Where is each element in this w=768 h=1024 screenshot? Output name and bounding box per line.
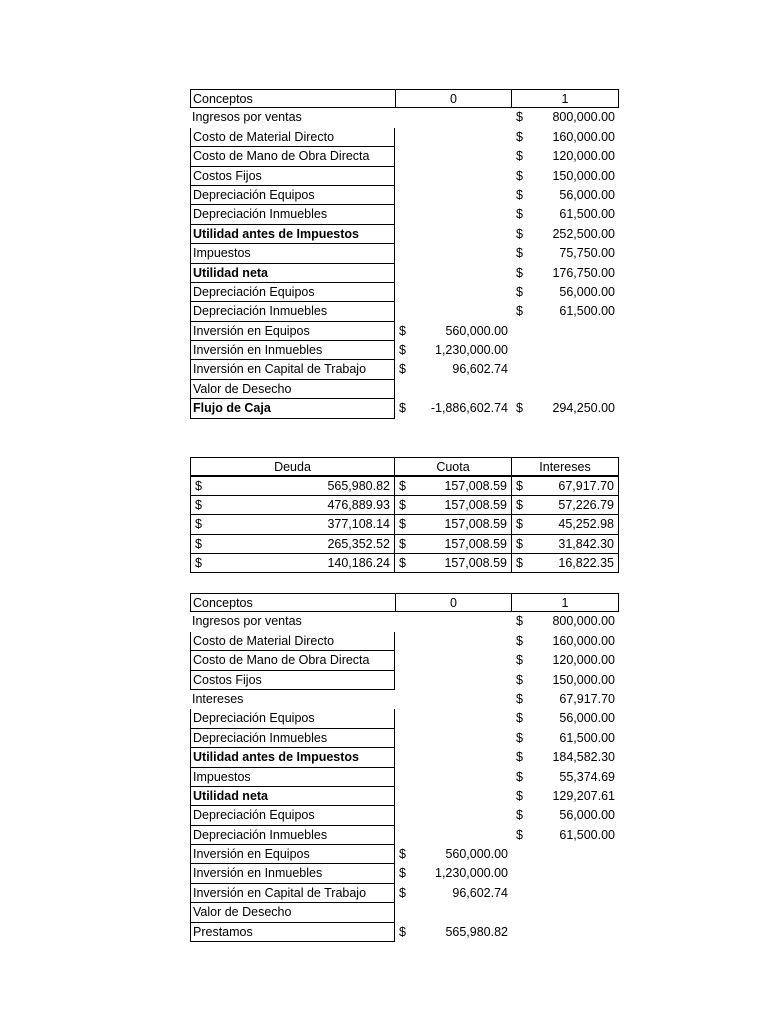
row-label: Depreciación Inmuebles — [190, 729, 395, 748]
currency-symbol: $ — [516, 691, 523, 706]
period-1-value: 800,000.00 — [552, 614, 615, 629]
period-1-cell — [512, 826, 619, 845]
period-1-value: 176,750.00 — [552, 265, 615, 280]
table-row — [190, 535, 619, 554]
table-row — [190, 864, 619, 883]
currency-symbol: $ — [516, 110, 523, 125]
financed-cash-flow-table — [190, 593, 619, 942]
table-row — [190, 108, 619, 127]
currency-symbol: $ — [516, 750, 523, 765]
row-label: Utilidad neta — [190, 264, 395, 283]
table-row — [190, 651, 619, 670]
row-label: Ingresos por ventas — [192, 110, 302, 125]
table-row — [190, 360, 619, 379]
period-1-cell — [512, 787, 619, 806]
period-0-cell — [395, 147, 512, 166]
period-0-cell — [395, 360, 512, 379]
period-1-cell — [512, 186, 619, 205]
period-0-value: 1,230,000.00 — [435, 343, 508, 358]
period-1-value: 160,000.00 — [552, 633, 615, 648]
period-0-cell — [395, 205, 512, 224]
intereses-cell — [512, 554, 619, 573]
period-1-cell — [512, 341, 619, 360]
period-0-cell — [395, 244, 512, 263]
row-label: Inversión en Inmuebles — [190, 341, 395, 360]
table-row — [190, 476, 619, 495]
currency-symbol: $ — [516, 479, 523, 494]
table-row — [190, 768, 619, 787]
table-row — [190, 341, 619, 360]
currency-symbol: $ — [195, 497, 202, 512]
period-1-value: 56,000.00 — [559, 284, 615, 299]
currency-symbol: $ — [516, 711, 523, 726]
currency-symbol: $ — [399, 362, 406, 377]
period-0-cell — [395, 108, 512, 127]
period-0-cell — [395, 884, 512, 903]
row-label: Valor de Desecho — [190, 903, 395, 922]
intereses-value: 16,822.35 — [558, 555, 614, 570]
intereses-value: 67,917.70 — [558, 479, 614, 494]
header-period-1: 1 — [512, 89, 619, 108]
table-row — [190, 787, 619, 806]
deuda-value: 377,108.14 — [327, 517, 390, 532]
period-1-value: 150,000.00 — [552, 168, 615, 183]
table-row — [190, 884, 619, 903]
period-1-value: 56,000.00 — [559, 187, 615, 202]
cuota-cell — [395, 476, 512, 495]
cuota-cell — [395, 535, 512, 554]
currency-symbol: $ — [399, 866, 406, 881]
period-0-value: 96,602.74 — [452, 885, 508, 900]
period-1-cell — [512, 244, 619, 263]
currency-symbol: $ — [516, 633, 523, 648]
deuda-cell — [190, 554, 395, 573]
table-row — [190, 748, 619, 767]
currency-symbol: $ — [516, 246, 523, 261]
cuota-value: 157,008.59 — [444, 517, 507, 532]
currency-symbol: $ — [516, 769, 523, 784]
period-0-cell — [395, 283, 512, 302]
period-1-cell — [512, 108, 619, 127]
deuda-value: 265,352.52 — [327, 536, 390, 551]
table-row — [190, 806, 619, 825]
currency-symbol: $ — [516, 129, 523, 144]
table-row — [190, 264, 619, 283]
period-1-cell — [512, 845, 619, 864]
row-label: Costo de Material Directo — [190, 632, 395, 651]
table-row — [190, 128, 619, 147]
intereses-cell — [512, 476, 619, 495]
row-label: Depreciación Equipos — [190, 709, 395, 728]
period-0-cell — [395, 709, 512, 728]
table-row — [190, 923, 619, 942]
row-label: Impuestos — [190, 768, 395, 787]
period-1-value: 56,000.00 — [559, 711, 615, 726]
currency-symbol: $ — [399, 555, 406, 570]
header-period-0: 0 — [395, 593, 512, 612]
cuota-cell — [395, 515, 512, 534]
period-1-value: 55,374.69 — [559, 769, 615, 784]
period-1-cell — [512, 806, 619, 825]
row-label: Prestamos — [190, 923, 395, 942]
table-row — [190, 167, 619, 186]
period-1-cell — [512, 167, 619, 186]
header-period-1: 1 — [512, 593, 619, 612]
period-1-value: 252,500.00 — [552, 226, 615, 241]
period-1-cell — [512, 302, 619, 321]
currency-symbol: $ — [516, 653, 523, 668]
period-1-cell — [512, 147, 619, 166]
period-1-cell — [512, 709, 619, 728]
period-1-cell — [512, 128, 619, 147]
table-row — [190, 826, 619, 845]
intereses-value: 31,842.30 — [558, 536, 614, 551]
row-label: Valor de Desecho — [190, 380, 395, 399]
intereses-cell — [512, 515, 619, 534]
period-0-value: 1,230,000.00 — [435, 866, 508, 881]
cuota-value: 157,008.59 — [444, 497, 507, 512]
currency-symbol: $ — [516, 555, 523, 570]
header-deuda: Deuda — [190, 457, 395, 476]
currency-symbol: $ — [399, 885, 406, 900]
row-label: Costos Fijos — [190, 671, 395, 690]
currency-symbol: $ — [516, 536, 523, 551]
period-0-cell — [395, 845, 512, 864]
currency-symbol: $ — [399, 536, 406, 551]
table-row — [190, 496, 619, 515]
period-1-value: 75,750.00 — [559, 246, 615, 261]
period-0-cell — [395, 864, 512, 883]
row-label: Inversión en Capital de Trabajo — [190, 884, 395, 903]
period-1-value: 61,500.00 — [559, 207, 615, 222]
period-1-value: 120,000.00 — [552, 653, 615, 668]
period-1-value: 61,500.00 — [559, 304, 615, 319]
header-conceptos: Conceptos — [190, 89, 395, 108]
table-row — [190, 283, 619, 302]
period-1-cell — [512, 864, 619, 883]
period-1-cell — [512, 612, 619, 631]
table-row — [190, 709, 619, 728]
table-row — [190, 690, 619, 709]
row-label: Ingresos por ventas — [192, 614, 302, 629]
table-row — [190, 903, 619, 922]
currency-symbol: $ — [195, 517, 202, 532]
period-0-cell — [395, 690, 512, 709]
period-0-cell — [395, 167, 512, 186]
period-0-cell — [395, 787, 512, 806]
currency-symbol: $ — [399, 847, 406, 862]
period-0-value: 560,000.00 — [445, 847, 508, 862]
table-row — [190, 554, 619, 573]
currency-symbol: $ — [516, 226, 523, 241]
table-header-row — [190, 457, 619, 476]
period-1-value: 61,500.00 — [559, 730, 615, 745]
period-0-cell — [395, 651, 512, 670]
table-row — [190, 632, 619, 651]
currency-symbol: $ — [399, 497, 406, 512]
period-1-cell — [512, 768, 619, 787]
period-1-cell — [512, 322, 619, 341]
row-label: Depreciación Inmuebles — [190, 826, 395, 845]
period-1-cell — [512, 903, 619, 922]
period-0-value: 560,000.00 — [445, 323, 508, 338]
header-intereses: Intereses — [512, 457, 619, 476]
period-1-cell — [512, 283, 619, 302]
period-1-cell — [512, 923, 619, 942]
period-0-cell — [395, 632, 512, 651]
period-1-value: 129,207.61 — [552, 788, 615, 803]
period-0-cell — [395, 128, 512, 147]
cuota-cell — [395, 554, 512, 573]
period-1-value: 56,000.00 — [559, 808, 615, 823]
currency-symbol: $ — [399, 323, 406, 338]
period-0-cell — [395, 302, 512, 321]
table-header-row — [190, 593, 619, 612]
period-0-cell — [395, 322, 512, 341]
period-1-value: 61,500.00 — [559, 827, 615, 842]
currency-symbol: $ — [516, 672, 523, 687]
period-0-value: -1,886,602.74 — [430, 401, 508, 416]
period-0-cell — [395, 341, 512, 360]
row-label: Depreciación Equipos — [190, 283, 395, 302]
row-label: Flujo de Caja — [190, 399, 395, 418]
table-row — [190, 302, 619, 321]
period-0-value: 96,602.74 — [452, 362, 508, 377]
currency-symbol: $ — [516, 207, 523, 222]
currency-symbol: $ — [516, 304, 523, 319]
period-1-value: 67,917.70 — [559, 691, 615, 706]
period-0-cell — [395, 380, 512, 399]
row-label: Costo de Mano de Obra Directa — [190, 147, 395, 166]
period-0-cell — [395, 768, 512, 787]
table-row — [190, 612, 619, 631]
row-label: Depreciación Equipos — [190, 806, 395, 825]
row-label: Utilidad antes de Impuestos — [190, 748, 395, 767]
period-0-cell — [395, 264, 512, 283]
cuota-value: 157,008.59 — [444, 555, 507, 570]
currency-symbol: $ — [516, 187, 523, 202]
period-1-cell — [512, 748, 619, 767]
deuda-value: 565,980.82 — [327, 479, 390, 494]
period-1-cell — [512, 399, 619, 418]
table-row — [190, 186, 619, 205]
deuda-value: 140,186.24 — [327, 555, 390, 570]
table-row — [190, 322, 619, 341]
intereses-cell — [512, 535, 619, 554]
row-label: Intereses — [192, 691, 244, 706]
row-label: Inversión en Equipos — [190, 322, 395, 341]
currency-symbol: $ — [516, 149, 523, 164]
table-row — [190, 244, 619, 263]
currency-symbol: $ — [516, 497, 523, 512]
period-1-value: 160,000.00 — [552, 129, 615, 144]
period-0-cell — [395, 671, 512, 690]
header-conceptos: Conceptos — [190, 593, 395, 612]
period-1-value: 120,000.00 — [552, 149, 615, 164]
deuda-cell — [190, 535, 395, 554]
currency-symbol: $ — [399, 343, 406, 358]
table-row — [190, 399, 619, 418]
period-0-value: 565,980.82 — [445, 924, 508, 939]
table-row — [190, 380, 619, 399]
debt-schedule-table — [190, 457, 619, 573]
currency-symbol: $ — [195, 479, 202, 494]
intereses-cell — [512, 496, 619, 515]
period-0-cell — [395, 729, 512, 748]
currency-symbol: $ — [516, 614, 523, 629]
currency-symbol: $ — [399, 479, 406, 494]
deuda-cell — [190, 476, 395, 495]
period-1-value: 184,582.30 — [552, 750, 615, 765]
currency-symbol: $ — [516, 265, 523, 280]
cuota-value: 157,008.59 — [444, 536, 507, 551]
table-header-row — [190, 89, 619, 108]
cash-flow-table — [190, 89, 619, 419]
intereses-value: 45,252.98 — [558, 517, 614, 532]
period-1-value: 150,000.00 — [552, 672, 615, 687]
row-label: Inversión en Inmuebles — [190, 864, 395, 883]
currency-symbol: $ — [195, 555, 202, 570]
period-1-cell — [512, 690, 619, 709]
row-label: Depreciación Inmuebles — [190, 302, 395, 321]
period-0-cell — [395, 612, 512, 631]
period-1-cell — [512, 729, 619, 748]
currency-symbol: $ — [516, 517, 523, 532]
period-1-cell — [512, 360, 619, 379]
row-label: Depreciación Equipos — [190, 186, 395, 205]
deuda-value: 476,889.93 — [327, 497, 390, 512]
period-1-cell — [512, 671, 619, 690]
period-1-cell — [512, 264, 619, 283]
intereses-value: 57,226.79 — [558, 497, 614, 512]
currency-symbol: $ — [516, 827, 523, 842]
deuda-cell — [190, 515, 395, 534]
period-1-cell — [512, 205, 619, 224]
deuda-cell — [190, 496, 395, 515]
cuota-cell — [395, 496, 512, 515]
period-1-cell — [512, 884, 619, 903]
period-0-cell — [395, 903, 512, 922]
period-1-cell — [512, 632, 619, 651]
period-0-cell — [395, 923, 512, 942]
row-label: Costo de Mano de Obra Directa — [190, 651, 395, 670]
currency-symbol: $ — [399, 924, 406, 939]
period-0-cell — [395, 225, 512, 244]
currency-symbol: $ — [195, 536, 202, 551]
period-0-cell — [395, 186, 512, 205]
period-1-value: 294,250.00 — [552, 401, 615, 416]
row-label: Inversión en Equipos — [190, 845, 395, 864]
row-label: Utilidad neta — [190, 787, 395, 806]
currency-symbol: $ — [399, 517, 406, 532]
row-label: Inversión en Capital de Trabajo — [190, 360, 395, 379]
period-0-cell — [395, 399, 512, 418]
currency-symbol: $ — [399, 401, 406, 416]
period-1-cell — [512, 380, 619, 399]
period-1-value: 800,000.00 — [552, 110, 615, 125]
table-row — [190, 205, 619, 224]
currency-symbol: $ — [516, 808, 523, 823]
row-label: Costos Fijos — [190, 167, 395, 186]
period-0-cell — [395, 806, 512, 825]
currency-symbol: $ — [516, 788, 523, 803]
currency-symbol: $ — [516, 284, 523, 299]
table-row — [190, 671, 619, 690]
row-label: Utilidad antes de Impuestos — [190, 225, 395, 244]
header-period-0: 0 — [395, 89, 512, 108]
table-row — [190, 845, 619, 864]
currency-symbol: $ — [516, 168, 523, 183]
cuota-value: 157,008.59 — [444, 479, 507, 494]
period-0-cell — [395, 826, 512, 845]
row-label: Costo de Material Directo — [190, 128, 395, 147]
currency-symbol: $ — [516, 401, 523, 416]
header-cuota: Cuota — [395, 457, 512, 476]
period-0-cell — [395, 748, 512, 767]
period-1-cell — [512, 651, 619, 670]
table-row — [190, 147, 619, 166]
row-label: Impuestos — [190, 244, 395, 263]
table-row — [190, 729, 619, 748]
row-label: Depreciación Inmuebles — [190, 205, 395, 224]
currency-symbol: $ — [516, 730, 523, 745]
table-row — [190, 225, 619, 244]
period-1-cell — [512, 225, 619, 244]
table-row — [190, 515, 619, 534]
